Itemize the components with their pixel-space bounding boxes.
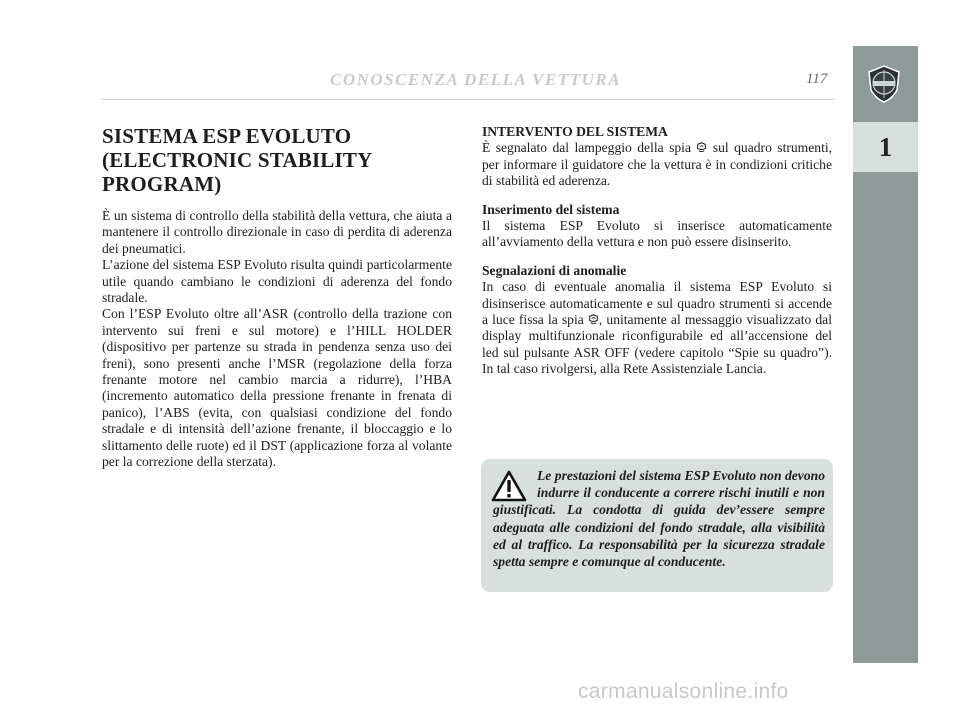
warning-text: Le prestazioni del sistema ESP Evoluto non devono indurre il conducente a correre rischi inutili e non giustificati. La condotta di guida dev’essere sempre adeguata alle condizioni del fondo stradale, alla visibilità ed al traffico. La responsabilità per la sicurezza stradale spetta sempre e comunque al conducente. <box>493 468 825 570</box>
anomalie-paragraph <box>482 279 832 377</box>
intervento-text: È segnalato dal lampeggio della spia <box>482 140 691 156</box>
esp-warning-lamp-icon <box>696 142 707 153</box>
warning-text-block <box>493 467 825 570</box>
header-divider <box>102 99 834 100</box>
inserimento-heading: Inserimento del sistema <box>482 201 620 217</box>
anomalie-heading: Segnalazioni di anomalie <box>482 262 627 278</box>
body-paragraph: L’azione del sistema ESP Evoluto risulta quindi particolarmente utile quando cambiano le condizioni di aderenza del fondo stradale. <box>102 257 452 306</box>
section-title: SISTEMA ESP EVOLUTO (ELECTRONIC STABILITY PROGRAM) <box>102 124 372 196</box>
page-number: 117 <box>806 71 828 87</box>
chapter-header-title: CONOSCENZA DELLA VETTURA <box>330 70 622 89</box>
body-paragraph: È un sistema di controllo della stabilità della vettura, che aiuta a mantenere il controllo direzionale in caso di perdita di aderenza dei pneumatici. <box>102 208 452 256</box>
watermark: carmanualsonline.info <box>578 680 789 703</box>
inserimento-paragraph: Il sistema ESP Evoluto si inserisce automaticamente all’avviamento della vettura e non può essere disinserito. <box>482 218 832 250</box>
intervento-text-cont: sul quadro strumenti, per informare il guidatore che la vettura è in condizioni critiche di stabilità ed aderenza. <box>482 140 833 189</box>
warning-triangle-icon <box>491 470 527 502</box>
anomalie-text-cont: , unitamente al messaggio visualizzato dal display multifunzionale riconfigurabile ed all’accensione del led sul pulsante ASR OFF (vedere capitolo “Spie su quadro”). In tal caso rivolgersi, alla Rete Assistenziale Lancia. <box>482 312 832 377</box>
chapter-tab[interactable]: 1 <box>853 122 918 172</box>
esp-warning-lamp-icon <box>588 314 599 325</box>
right-column <box>482 124 832 378</box>
body-paragraph: Con l’ESP Evoluto oltre all’ASR (controllo della trazione con intervento sui freni e sul motore) e l’HILL HOLDER (dispositivo per partenze su strada in pendenza senza uso dei freni), sono presenti anche l’MSR (regolazione della forza frenante motore nel cambio marcia a ridurre), l’HBA (incremento automatico della pressione frenante in frenata di panico), l’ABS (evita, con qualsiasi condizione del fondo stradale e di intensità dell’azione frenante, il bloccaggio e lo slittamento delle ruote) ed il DST (applicazione forza al volante per la correzione della sterzata). <box>102 306 452 470</box>
anomalie-text: In caso di eventuale anomalia il sistema ESP Evoluto si disinserisce automaticamente e sul quadro strumenti si accende a luce fissa la spia <box>482 279 832 328</box>
intervento-heading: INTERVENTO DEL SISTEMA <box>482 124 668 139</box>
intervento-paragraph <box>482 140 832 189</box>
left-column <box>102 124 452 471</box>
lancia-logo-icon <box>864 64 904 104</box>
